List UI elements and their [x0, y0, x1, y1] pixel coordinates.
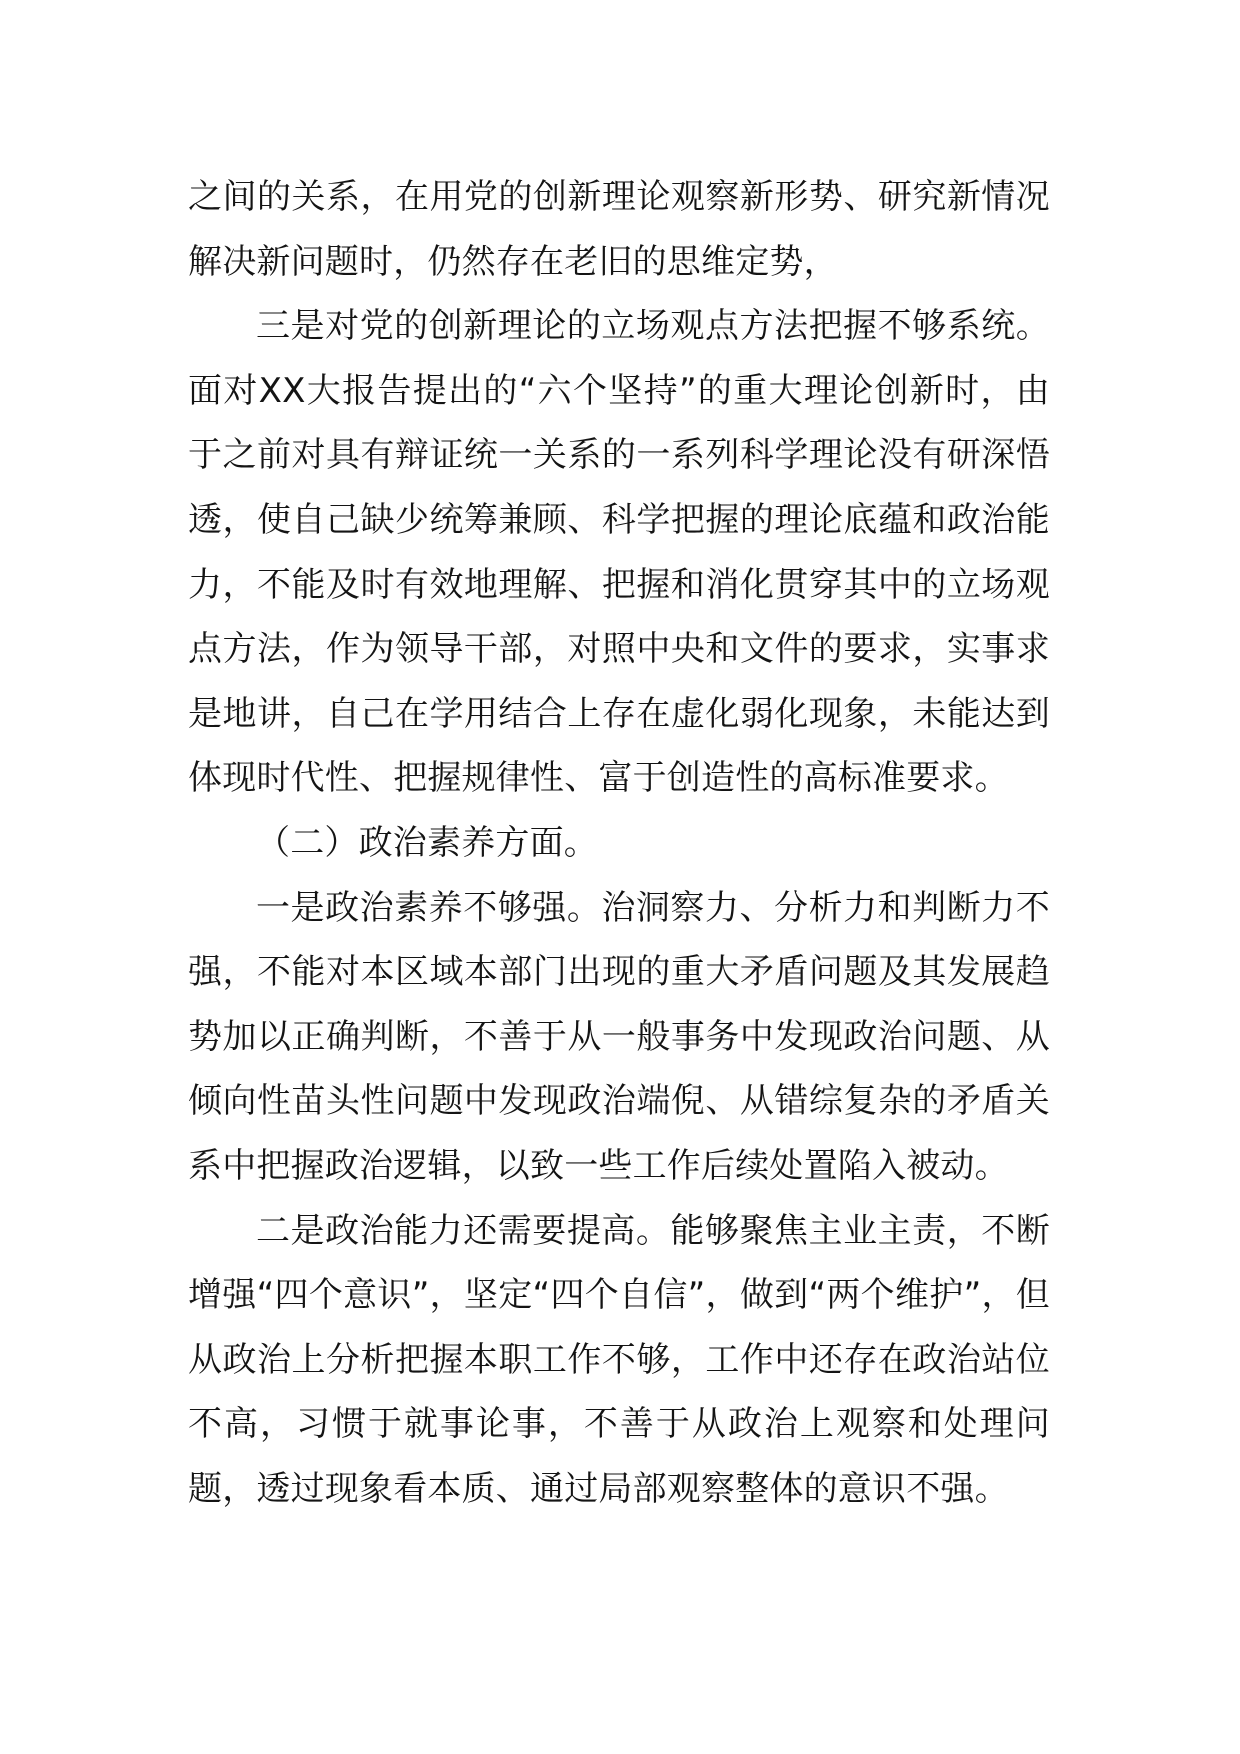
paragraph-continuation: 之间的关系，在用党的创新理论观察新形势、研究新情况解决新问题时，仍然存在老旧的思维定势，	[188, 177, 1050, 282]
section-heading-political-literacy: （二）政治素养方面。	[256, 822, 598, 863]
paragraph-point-two: 二是政治能力还需要提高。能够聚焦主业主责，不断增强“四个意识”，坚定“四个自信”，做到“两个维护”，但从政治上分析把握本职工作不够，工作中还存在政治站位不高，习惯于就事论事，不善于从政治上观察和处理问题，透过现象看本质、通过局部观察整体的意识不强。	[188, 1210, 1050, 1509]
paragraph-point-three: 三是对党的创新理论的立场观点方法把握不够系统。面对XX大报告提出的“六个坚持”的重大理论创新时，由于之前对具有辩证统一关系的一系列科学理论没有研深悟透，使自己缺少统筹兼顾、科学把握的理论底蕴和政治能力，不能及时有效地理解、把握和消化贯穿其中的立场观点方法，作为领导干部，对照中央和文件的要求，实事求是地讲，自己在学用结合上存在虚化弱化现象，未能达到体现时代性、把握规律性、富于创造性的高标准要求。	[188, 306, 1050, 799]
document-body	[188, 165, 1050, 1521]
paragraph-point-one: 一是政治素养不够强。治洞察力、分析力和判断力不强，不能对本区域本部门出现的重大矛盾问题及其发展趋势加以正确判断，不善于从一般事务中发现政治问题、从倾向性苗头性问题中发现政治端倪、从错综复杂的矛盾关系中把握政治逻辑，以致一些工作后续处置陷入被动。	[188, 887, 1050, 1186]
